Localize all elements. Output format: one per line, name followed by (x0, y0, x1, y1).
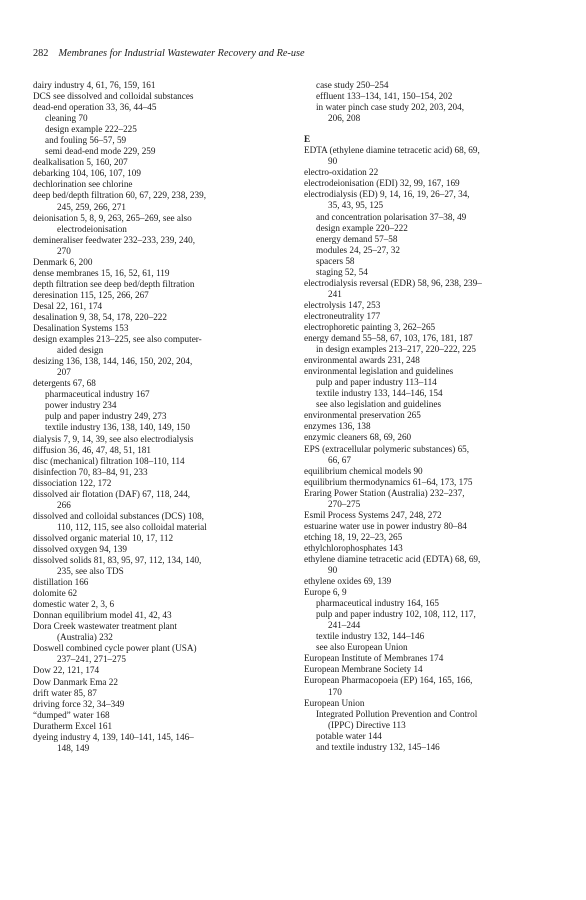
index-entry: dolomite 62 (33, 588, 78, 599)
index-subentry: semi dead-end mode 229, 259 (45, 146, 156, 157)
index-entry: Desal 22, 161, 174 (33, 300, 103, 311)
index-entry-continuation: aided design (57, 345, 104, 356)
index-entry: dissolved air flotation (DAF) 67, 118, 244, (33, 488, 191, 499)
index-entry: design examples 213–225, see also computer- (33, 334, 202, 345)
index-entry: energy demand 55–58, 67, 103, 176, 181, 187 (304, 333, 473, 344)
index-entry-continuation: 270–275 (328, 498, 361, 509)
index-entry: deresination 115, 125, 266, 267 (33, 289, 149, 300)
index-entry: environmental legislation and guidelines (304, 366, 454, 377)
index-column-right (304, 80, 566, 753)
index-entry: dechlorination see chlorine (33, 179, 133, 190)
index-entry: debarking 104, 106, 107, 109 (33, 168, 141, 179)
index-entry: dissolved oxygen 94, 139 (33, 543, 127, 554)
index-entry: desalination 9, 38, 54, 178, 220–222 (33, 311, 167, 322)
index-entry-continuation: 270 (57, 245, 71, 256)
index-entry: European Union (304, 697, 365, 708)
index-subentry: textile industry 136, 138, 140, 149, 150 (45, 422, 190, 433)
index-entry: electrodeionisation (EDI) 32, 99, 167, 169 (304, 178, 460, 189)
index-subentry: and concentration polarisation 37–38, 49 (316, 211, 467, 222)
index-subentry: pharmaceutical industry 167 (45, 389, 150, 400)
running-header (33, 48, 305, 59)
index-entry-continuation: 235, see also TDS (57, 566, 124, 577)
section-letter-heading: E (304, 134, 311, 145)
index-entry-continuation: 90 (328, 156, 338, 167)
index-entry: driving force 32, 34–349 (33, 698, 125, 709)
index-entry: EPS (extracellular polymeric substances) 65, (304, 443, 470, 454)
index-entry: dialysis 7, 9, 14, 39, see also electrodialysis (33, 433, 194, 444)
index-entry: domestic water 2, 3, 6 (33, 599, 115, 610)
index-entry-continuation: 207 (57, 367, 71, 378)
index-subentry: Integrated Pollution Prevention and Control (316, 708, 478, 719)
index-entry-continuation: 66, 67 (328, 454, 351, 465)
index-subentry: design example 220–222 (316, 222, 408, 233)
index-entry: “dumped” water 168 (33, 709, 110, 720)
index-entry: Desalination Systems 153 (33, 323, 129, 334)
index-entry: distillation 166 (33, 577, 89, 588)
index-subentry: in water pinch case study 202, 203, 204, (316, 102, 464, 113)
index-entry-continuation: 35, 43, 95, 125 (328, 200, 384, 211)
index-entry: ethylene oxides 69, 139 (304, 576, 392, 587)
index-entry: Esmil Process Systems 247, 248, 272 (304, 509, 442, 520)
index-subentry: pulp and paper industry 113–114 (316, 377, 437, 388)
index-entry: environmental awards 231, 248 (304, 355, 420, 366)
index-entry: environmental preservation 265 (304, 410, 421, 421)
page-number: 282 (33, 48, 49, 59)
index-entry: electrolysis 147, 253 (304, 299, 381, 310)
index-entry-continuation: electrodeionisation (57, 223, 127, 234)
index-entry-continuation: 90 (328, 565, 338, 576)
index-entry: equilibrium thermodynamics 61–64, 173, 175 (304, 476, 473, 487)
index-entry: Doswell combined cycle power plant (USA) (33, 643, 197, 654)
index-entry: detergents 67, 68 (33, 378, 96, 389)
index-entry: diffusion 36, 46, 47, 48, 51, 181 (33, 444, 151, 455)
index-entry: Dow 22, 121, 174 (33, 665, 100, 676)
index-entry: dissolved solids 81, 83, 95, 97, 112, 134, 140, (33, 555, 202, 566)
index-subentry: modules 24, 25–27, 32 (316, 244, 400, 255)
index-subentry: spacers 58 (316, 255, 355, 266)
index-entry-continuation: 206, 208 (328, 113, 361, 124)
index-entry-continuation: 148, 149 (57, 742, 90, 753)
index-entry: electrophoretic painting 3, 262–265 (304, 321, 436, 332)
index-entry: deep bed/depth filtration 60, 67, 229, 238, 239, (33, 190, 207, 201)
index-entry: Duratherm Excel 161 (33, 720, 113, 731)
index-subentry: pharmaceutical industry 164, 165 (316, 598, 439, 609)
index-entry: enzymic cleaners 68, 69, 260 (304, 432, 412, 443)
index-entry: drift water 85, 87 (33, 687, 97, 698)
index-entry-continuation: (IPPC) Directive 113 (328, 719, 406, 730)
index-subentry: power industry 234 (45, 400, 117, 411)
index-entry: disinfection 70, 83–84, 91, 233 (33, 466, 148, 477)
index-entry-continuation: (Australia) 232 (57, 632, 113, 643)
index-entry: dense membranes 15, 16, 52, 61, 119 (33, 267, 170, 278)
index-entry-continuation: 237–241, 271–275 (57, 654, 126, 665)
index-subentry: and fouling 56–57, 59 (45, 135, 127, 146)
index-entry: ethylchlorophosphates 143 (304, 542, 403, 553)
index-entry: European Membrane Society 14 (304, 664, 423, 675)
index-subentry: and textile industry 132, 145–146 (316, 741, 440, 752)
index-subentry: textile industry 132, 144–146 (316, 631, 425, 642)
index-entry: dealkalisation 5, 160, 207 (33, 157, 128, 168)
index-entry: DCS see dissolved and colloidal substances (33, 91, 194, 102)
index-entry-continuation: 110, 112, 115, see also colloidal material (57, 521, 207, 532)
index-entry: dissolved and colloidal substances (DCS) 108, (33, 510, 204, 521)
index-entry: Dow Danmark Ema 22 (33, 676, 118, 687)
index-subentry: case study 250–254 (316, 80, 389, 90)
index-entry: Denmark 6, 200 (33, 256, 93, 267)
index-entry: Eraring Power Station (Australia) 232–237, (304, 487, 465, 498)
index-subentry: design example 222–225 (45, 124, 137, 135)
index-subentry: in design examples 213–217, 220–222, 225 (316, 344, 477, 355)
index-entry: estuarine water use in power industry 80–84 (304, 520, 467, 531)
index-entry: enzymes 136, 138 (304, 421, 371, 432)
index-entry: electrodialysis reversal (EDR) 58, 96, 238, 239– (304, 277, 482, 288)
index-entry: dead-end operation 33, 36, 44–45 (33, 102, 157, 113)
index-entry: dyeing industry 4, 139, 140–141, 145, 146– (33, 731, 194, 742)
index-entry: Europe 6, 9 (304, 587, 347, 598)
index-entry: disc (mechanical) filtration 108–110, 114 (33, 455, 185, 466)
index-subentry: see also European Union (316, 642, 408, 653)
index-subentry: see also legislation and guidelines (316, 399, 442, 410)
index-entry: dissociation 122, 172 (33, 477, 112, 488)
index-subentry: textile industry 133, 144–146, 154 (316, 388, 443, 399)
index-entry-continuation: 245, 259, 266, 271 (57, 201, 126, 212)
index-entry: electrodialysis (ED) 9, 14, 16, 19, 26–27, 34, (304, 189, 470, 200)
index-entry: desizing 136, 138, 144, 146, 150, 202, 204, (33, 356, 193, 367)
index-entry: dissolved organic material 10, 17, 112 (33, 532, 174, 543)
index-entry: dairy industry 4, 61, 76, 159, 161 (33, 80, 156, 90)
index-entry: electro-oxidation 22 (304, 167, 379, 178)
index-subentry: staging 52, 54 (316, 266, 368, 277)
index-column-left (33, 80, 291, 754)
index-entry: equilibrium chemical models 90 (304, 465, 423, 476)
index-entry: ethylene diamine tetracetic acid (EDTA) 68, 69, (304, 553, 481, 564)
index-subentry: effluent 133–134, 141, 150–154, 202 (316, 91, 453, 102)
index-entry-continuation: 241 (328, 288, 342, 299)
index-entry: European Pharmacopoeia (EP) 164, 165, 166, (304, 675, 473, 686)
index-subentry: potable water 144 (316, 730, 382, 741)
index-entry: European Institute of Membranes 174 (304, 653, 444, 664)
index-entry: etching 18, 19, 22–23, 265 (304, 531, 403, 542)
index-entry: Dora Creek wastewater treatment plant (33, 621, 177, 632)
index-entry-continuation: 266 (57, 499, 71, 510)
index-entry: electroneutrality 177 (304, 310, 381, 321)
index-subentry: energy demand 57–58 (316, 233, 398, 244)
index-entry: Donnan equilibrium model 41, 42, 43 (33, 610, 172, 621)
index-subentry: cleaning 70 (45, 113, 88, 124)
book-title: Membranes for Industrial Wastewater Recovery and Re-use (58, 48, 305, 59)
index-entry: depth filtration see deep bed/depth filtration (33, 278, 195, 289)
index-entry: demineraliser feedwater 232–233, 239, 240, (33, 234, 196, 245)
index-entry: deionisation 5, 8, 9, 263, 265–269, see also (33, 212, 192, 223)
index-entry-continuation: 170 (328, 686, 342, 697)
index-entry: EDTA (ethylene diamine tetracetic acid) 68, 69, (304, 145, 480, 156)
index-entry-continuation: 241–244 (328, 620, 361, 631)
index-subentry: pulp and paper industry 249, 273 (45, 411, 167, 422)
index-subentry: pulp and paper industry 102, 108, 112, 117, (316, 609, 476, 620)
